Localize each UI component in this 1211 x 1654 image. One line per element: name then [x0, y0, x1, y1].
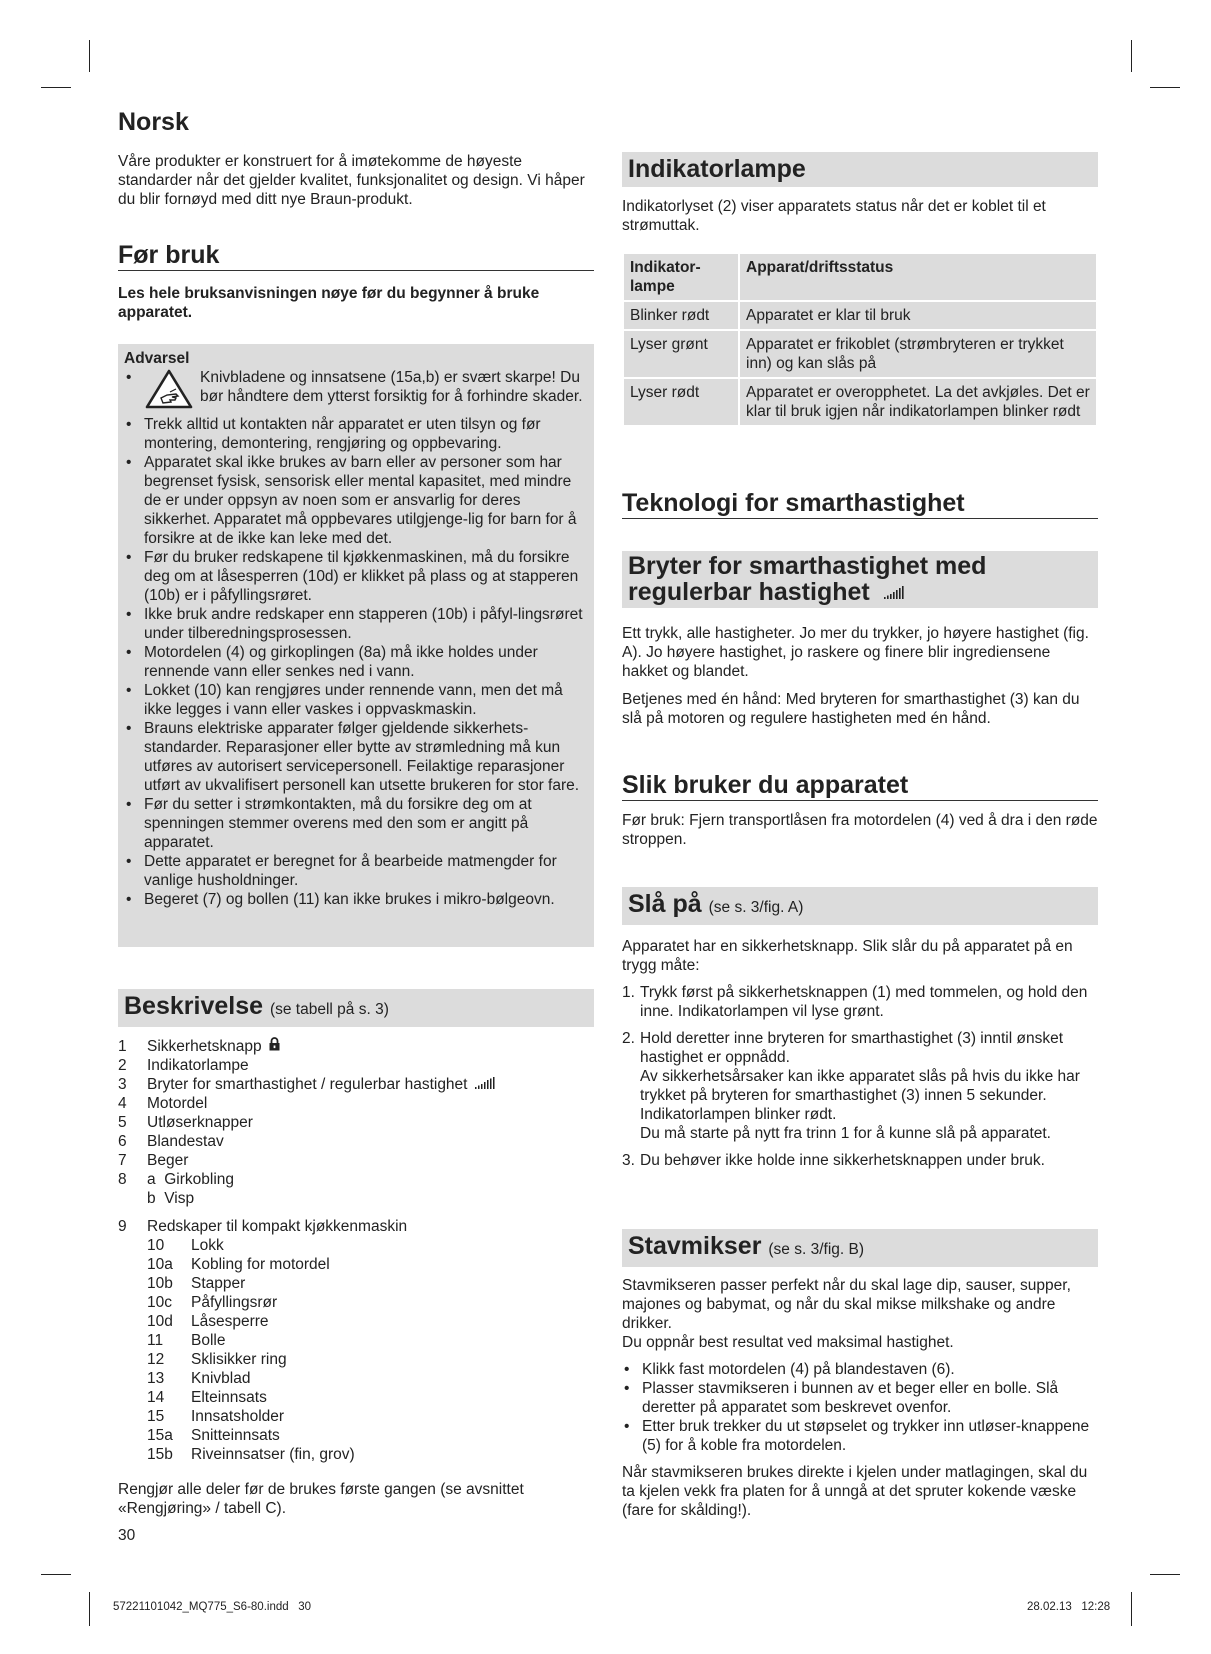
crop-mark [1150, 1574, 1180, 1575]
stavmikser-p1: Stavmikseren passer perfekt når du skal lage dip, sauser, supper, majones og babymat, og når du skal mikse milkshake og andre drikker. [622, 1277, 1071, 1332]
item-text: Innsatsholder [191, 1408, 285, 1425]
item-text: Bryter for smarthastighet / regulerbar hastighet [147, 1076, 468, 1093]
sla-pa-section [622, 887, 1098, 1170]
item-text: Knivblad [191, 1370, 251, 1387]
item-text: Utløserknapper [147, 1114, 253, 1131]
table-cell: Lyser rødt [623, 378, 739, 426]
list-item [147, 1293, 594, 1312]
list-item [147, 1407, 594, 1426]
item-text: Kobling for motordel [191, 1256, 330, 1273]
stavmikser-title: Stavmikser [628, 1232, 762, 1260]
item-number: 10b [147, 1275, 173, 1292]
warning-first-item [124, 368, 588, 415]
warning-item: • Før du setter i strømkontakten, må du forsikre deg om at spenningen stemmer overens med den som er angitt på apparatet. [124, 795, 588, 852]
indikator-text: Indikatorlyset (2) viser apparatets status når det er koblet til et strømuttak. [622, 198, 1046, 234]
item-text: Blandestav [147, 1133, 224, 1150]
step-item [622, 1151, 1098, 1170]
parts-list [118, 1037, 594, 1208]
list-item [147, 1369, 594, 1388]
warning-box [118, 344, 594, 947]
item-number: 4 [118, 1095, 127, 1112]
item-number: 10 [147, 1237, 165, 1254]
item-number: 9 [118, 1218, 127, 1235]
accessories-list [118, 1236, 594, 1464]
steps-list [622, 983, 1098, 1170]
table-header-cell: Apparat/driftsstatus [739, 253, 1097, 301]
list-item [118, 1094, 594, 1113]
sla-pa-header [622, 887, 1098, 925]
step-text: Hold deretter inne bryteren for smarthastighet (3) inntil ønsket hastighet er oppnådd. [640, 1030, 1063, 1066]
bullet-item: • Klikk fast motordelen (4) på blandestaven (6). [622, 1360, 1098, 1379]
table-header-row [623, 253, 1097, 301]
stavmikser-header [622, 1229, 1098, 1267]
step-extra: Av sikkerhetsårsaker kan ikke apparatet slås på hvis du ikke har trykket på bryteren for smarthastighet (3) innen 5 sekunder. [640, 1068, 1080, 1104]
step-number: 3. [622, 1152, 635, 1169]
bullet: • [126, 369, 132, 386]
table-row [623, 330, 1097, 378]
list-item [118, 1113, 594, 1132]
item-number: 12 [147, 1351, 165, 1368]
bryter-p2: Betjenes med én hånd: Med bryteren for smarthastighet (3) kan du slå på motoren og regulere hastigheten med én hånd. [622, 691, 1080, 727]
item-number: 3 [118, 1076, 127, 1093]
step-extra: Indikatorlampen blinker rødt. [640, 1106, 837, 1123]
item-number: 10a [147, 1256, 173, 1273]
item-text: Stapper [191, 1275, 246, 1292]
bryter-title: Bryter for smarthastighet med regulerbar hastighet [628, 552, 987, 606]
step-item [622, 1029, 1098, 1143]
item-number [118, 1189, 147, 1208]
hand-warning-icon [124, 368, 200, 415]
list-item [147, 1236, 594, 1255]
item-number: 8 [118, 1171, 127, 1188]
item-number: 2 [118, 1057, 127, 1074]
item-number: 14 [147, 1389, 165, 1406]
warning-first-text: Knivbladene og innsatsene (15a,b) er svært skarpe! Du bør håndtere dem ytterst forsiktig for å forhindre skader. [200, 369, 583, 405]
item-text: Redskaper til kompakt kjøkkenmaskin [147, 1218, 408, 1235]
warning-item: • Begeret (7) og bollen (11) kan ikke brukes i mikro-bølgeovn. [124, 890, 588, 909]
item-text: Låsesperre [191, 1313, 269, 1330]
item-number: 10c [147, 1294, 172, 1311]
list-item [118, 1075, 594, 1094]
list-item [118, 1132, 594, 1151]
teknologi-section [622, 489, 1098, 519]
item-text: Sklisikker ring [191, 1351, 287, 1368]
bryter-p1: Ett trykk, alle hastigheter. Jo mer du trykker, jo høyere hastighet (fig. A). Jo høyere hastighet, jo raskere og finere blir ingrediensene hakket og blandet. [622, 625, 1089, 680]
item-number: 5 [118, 1114, 127, 1131]
indikator-title: Indikatorlampe [622, 152, 1098, 187]
item-number: 6 [118, 1133, 127, 1150]
teknologi-title: Teknologi for smarthastighet [622, 494, 1098, 519]
item-number: 15a [147, 1427, 173, 1444]
bryter-section [622, 551, 1098, 728]
list-item [147, 1388, 594, 1407]
crop-mark [1150, 87, 1180, 88]
warning-item: • Ikke bruk andre redskaper enn stapperen (10b) i påfyl-lingsrøret under tilberedningsprosessen. [124, 605, 588, 643]
date-slug: 28.02.13 12:28 [1027, 1601, 1111, 1613]
list-item [147, 1255, 594, 1274]
crop-mark [41, 1574, 71, 1575]
item-number: 15 [147, 1408, 165, 1425]
step-text: Trykk først på sikkerhetsknappen (1) med tommelen, og hold den inne. Indikatorlampen vil lyse grønt. [640, 984, 1088, 1020]
stavmikser-p1b: Du oppnår best resultat ved maksimal hastighet. [622, 1334, 954, 1351]
for-bruk-section [118, 241, 594, 322]
step-text: Du behøver ikke holde inne sikkerhetsknappen under bruk. [640, 1152, 1045, 1169]
list-item [147, 1426, 594, 1445]
indikator-section [622, 152, 1098, 427]
list-item [147, 1312, 594, 1331]
indicator-table [622, 252, 1098, 427]
warning-item: • Trekk alltid ut kontakten når apparatet er uten tilsyn og før montering, demontering, rengjøring og oppbevaring. [124, 415, 588, 453]
beskrivelse-section [118, 989, 594, 1545]
for-bruk-title: Før bruk [118, 246, 594, 271]
stavmikser-bullets [622, 1360, 1098, 1455]
item-number: 10d [147, 1313, 173, 1330]
table-header-cell: Indikator-lampe [623, 253, 739, 301]
item-number: 11 [147, 1332, 164, 1349]
crop-mark [89, 40, 90, 72]
list-item [118, 1189, 594, 1208]
crop-mark [89, 1592, 90, 1626]
item-number: 15b [147, 1446, 173, 1463]
item-number: 1 [118, 1038, 127, 1055]
norsk-intro: Våre produkter er konstruert for å imøtekomme de høyeste standarder når det gjelder kvalitet, funksjonalitet og design. Vi håper du blir fornøyd med ditt nye Braun-produkt. [118, 153, 585, 208]
item-text: Bolle [191, 1332, 226, 1349]
list-item [118, 1217, 594, 1236]
item-text: Elteinnsats [191, 1389, 267, 1406]
list-item [147, 1350, 594, 1369]
item-number: 7 [118, 1152, 127, 1169]
page-number: 30 [118, 1527, 136, 1544]
bryter-header [622, 551, 1098, 608]
beskrivelse-title: Beskrivelse [124, 992, 264, 1020]
warning-list [124, 415, 588, 909]
crop-mark [41, 87, 71, 88]
warning-item: • Dette apparatet er beregnet for å bearbeide matmengder for vanlige husholdninger. [124, 852, 588, 890]
table-cell: Apparatet er frikoblet (strømbryteren er trykket inn) og kan slås på [739, 330, 1097, 378]
bullet-item: • Plasser stavmikseren i bunnen av et beger eller en bolle. Slå deretter på apparatet som beskrevet ovenfor. [622, 1379, 1098, 1417]
step-item [622, 983, 1098, 1021]
crop-mark [1131, 40, 1132, 72]
item-text: Indikatorlampe [147, 1057, 249, 1074]
warning-item: • Før du bruker redskapene til kjøkkenmaskinen, må du forsikre deg om at låsesperren (10d) er klikket på plass og at stapperen (10b) er i påfyllingsrøret. [124, 548, 588, 605]
crop-mark [1131, 1592, 1132, 1626]
warning-item: • Apparatet skal ikke brukes av barn eller av personer som har begrenset fysisk, sensorisk eller mental kapasitet, med mindre de er under oppsyn av noen som er ansvarlig for deres sikkerhet. Apparatet må oppbevares utilgjenge-lig for barn for å forsikre at de ikke kan leke med det. [124, 453, 588, 548]
speed-bars-icon [883, 579, 905, 605]
sla-pa-intro: Apparatet har en sikkerhetsknapp. Slik slår du på apparatet på en trygg måte: [622, 938, 1073, 974]
speed-bars-icon [475, 1075, 495, 1094]
warning-item: • Brauns elektriske apparater følger gjeldende sikkerhets-standarder. Reparasjoner eller bytte av strømledning må kun utføres av autorisert servicepersonell. Feilaktige reparasjoner utført av ukvalifisert personell kan utsette brukeren for stor fare. [124, 719, 588, 795]
item-text: Sikkerhetsknapp [147, 1038, 262, 1055]
beskrivelse-note: (se tabell på s. 3) [269, 1001, 389, 1018]
for-bruk-lead: Les hele bruksanvisningen nøye før du begynner å bruke apparatet. [118, 285, 540, 321]
bullet-item: • Etter bruk trekker du ut støpselet og trykker inn utløser-knappene (5) for å koble fra motordelen. [622, 1417, 1098, 1455]
item-text: a Girkobling [147, 1171, 235, 1188]
item-text: Påfyllingsrør [191, 1294, 278, 1311]
table-cell: Blinker rødt [623, 301, 739, 330]
item-text: Riveinnsatser (fin, grov) [191, 1446, 355, 1463]
file-slug: 57221101042_MQ775_S6-80.indd 30 [113, 1601, 312, 1613]
step-number: 2. [622, 1030, 635, 1047]
item-text: Lokk [191, 1237, 224, 1254]
table-row [623, 378, 1097, 426]
warning-item: • Lokket (10) kan rengjøres under rennende vann, men det må ikke legges i vann eller vaskes i oppvaskmaskin. [124, 681, 588, 719]
stavmikser-p2: Når stavmikseren brukes direkte i kjelen under matlagingen, skal du ta kjelen vekk fra platen for å unngå at det spruter kokende væske (fare for skålding!). [622, 1464, 1088, 1519]
sla-pa-title: Slå på [628, 890, 702, 918]
slik-title: Slik bruker du apparatet [622, 776, 1098, 801]
step-number: 1. [622, 984, 635, 1001]
stavmikser-section [622, 1229, 1098, 1520]
list-item [147, 1331, 594, 1350]
table-row [623, 301, 1097, 330]
cleaning-note: Rengjør alle deler før de brukes første gangen (se avsnittet «Rengjøring» / tabell C). [118, 1481, 524, 1517]
warning-heading: Advarsel [124, 350, 190, 367]
item-text: b Visp [147, 1190, 195, 1207]
slik-text: Før bruk: Fjern transportlåsen fra motordelen (4) ved å dra i den røde stroppen. [622, 812, 1098, 848]
table-cell: Lyser grønt [623, 330, 739, 378]
list-item [118, 1056, 594, 1075]
warning-item: • Motordelen (4) og girkoplingen (8a) må ikke holdes under rennende vann eller senkes ned i vann. [124, 643, 588, 681]
stavmikser-note: (se s. 3/fig. B) [768, 1241, 865, 1258]
list-item [147, 1274, 594, 1293]
list-item [118, 1170, 594, 1189]
step-extra: Du må starte på nytt fra trinn 1 for å kunne slå på apparatet. [640, 1125, 1051, 1142]
sla-pa-note: (se s. 3/fig. A) [708, 899, 804, 916]
item-text: Snitteinnsats [191, 1427, 280, 1444]
beskrivelse-header [118, 989, 594, 1027]
item-text: Motordel [147, 1095, 208, 1112]
list-item [147, 1445, 594, 1464]
table-cell: Apparatet er klar til bruk [739, 301, 1097, 330]
table-cell: Apparatet er overopphetet. La det avkjøles. Det er klar til bruk igjen når indikatorlampen blinker rødt [739, 378, 1097, 426]
list-item [118, 1151, 594, 1170]
slik-section [622, 771, 1098, 849]
norsk-title: Norsk [118, 108, 189, 136]
lock-icon [269, 1037, 280, 1056]
item-text: Beger [147, 1152, 189, 1169]
list-item [118, 1037, 594, 1056]
item-number: 13 [147, 1370, 165, 1387]
